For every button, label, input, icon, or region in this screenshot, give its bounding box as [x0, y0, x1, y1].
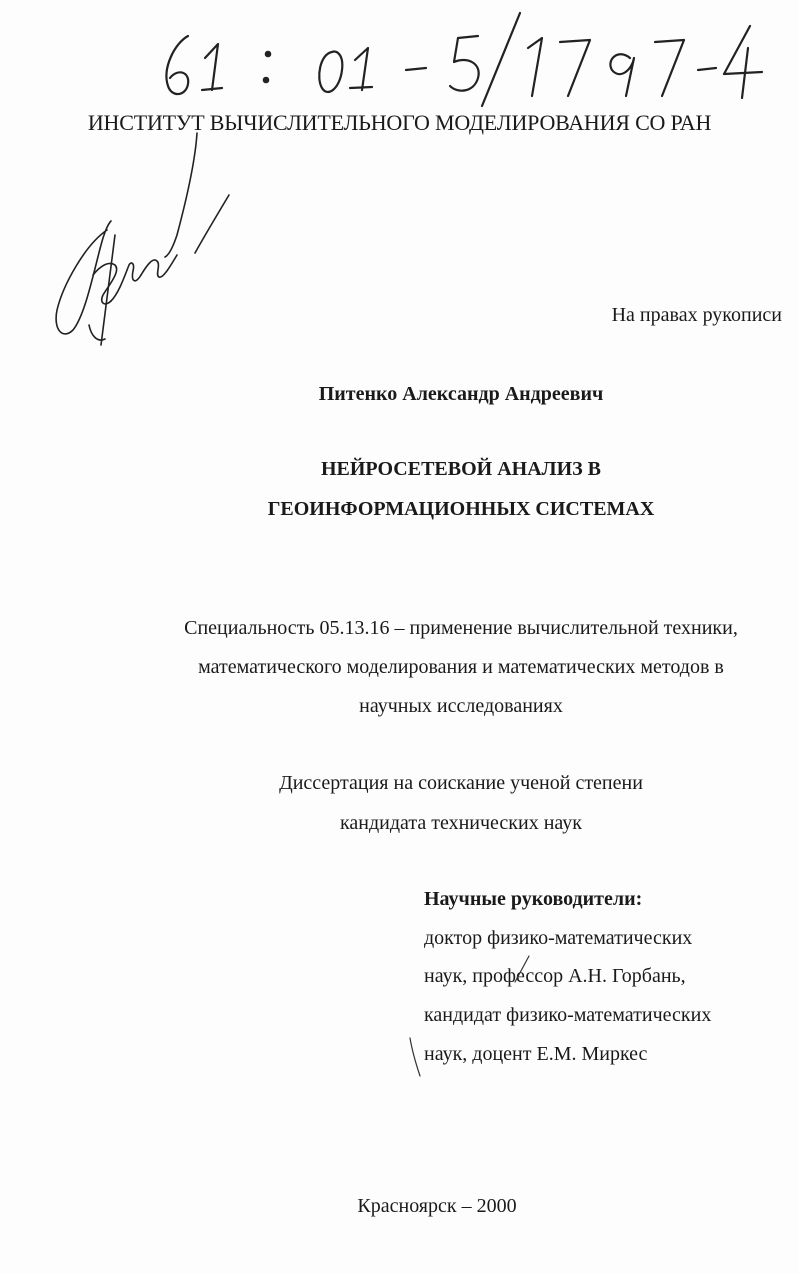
- supervisor-line-1: доктор физико-математических: [424, 927, 693, 949]
- degree-line-1: Диссертация на соискание ученой степени: [279, 772, 643, 794]
- specialty-line-3: научных исследованиях: [359, 695, 563, 717]
- city-year: Красноярск – 2000: [357, 1195, 517, 1217]
- supervisor-line-2: наук, профессор А.Н. Горбань,: [424, 965, 686, 987]
- dissertation-title-line-2: ГЕОИНФОРМАЦИОННЫХ СИСТЕМАХ: [267, 498, 655, 520]
- handwritten-signature: [45, 125, 245, 350]
- specialty-line-1: Специальность 05.13.16 – применение вычислительной техники,: [184, 617, 738, 639]
- rights-notice: На правах рукописи: [611, 304, 782, 326]
- supervisors-heading: Научные руководители:: [424, 888, 643, 910]
- supervisor-line-4: наук, доцент Е.М. Миркес: [424, 1043, 648, 1065]
- institute-name: ИНСТИТУТ ВЫЧИСЛИТЕЛЬНОГО МОДЕЛИРОВАНИЯ СО РАН: [87, 110, 712, 135]
- author-name: Питенко Александр Андреевич: [318, 383, 604, 405]
- degree-line-2: кандидата технических наук: [339, 812, 583, 834]
- dissertation-title-line-1: НЕЙРОСЕТЕВОЙ АНАЛИЗ В: [320, 458, 602, 480]
- supervisor-line-3: кандидат физико-математических: [424, 1004, 712, 1026]
- handwritten-archive-number: [150, 8, 770, 108]
- specialty-line-2: математического моделирования и математических методов в: [198, 656, 724, 678]
